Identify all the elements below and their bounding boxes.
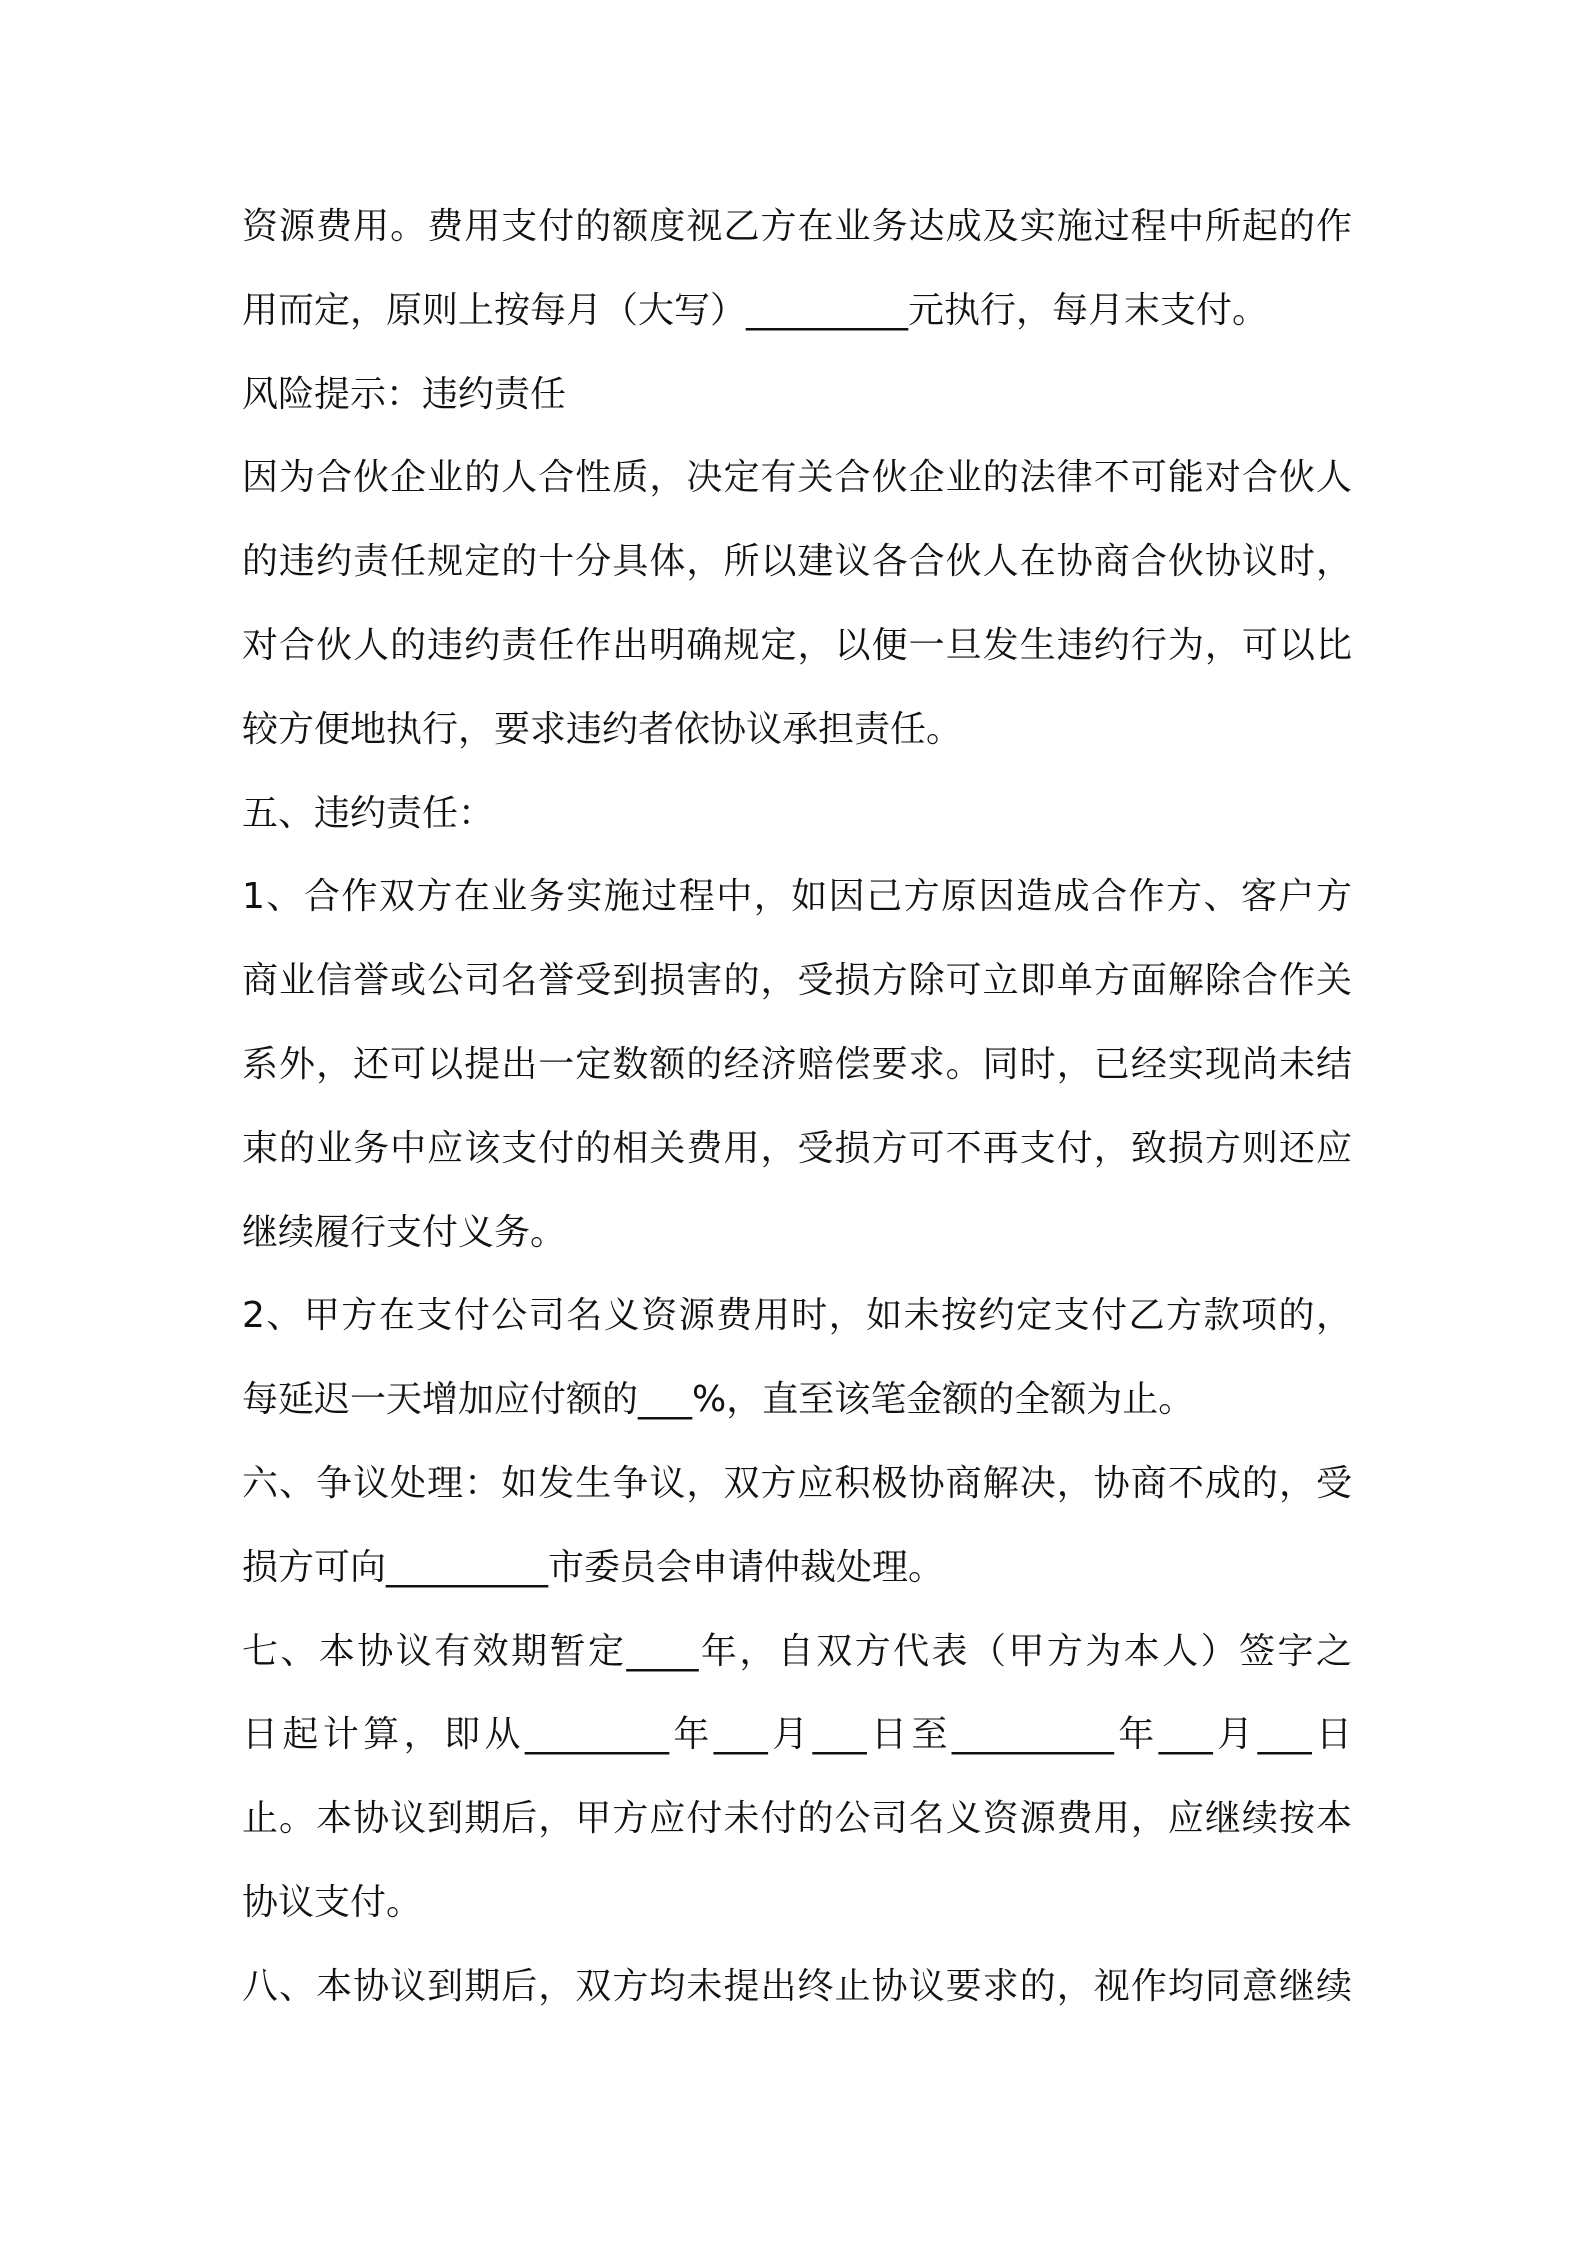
text-line: 因为合伙企业的人合性质，决定有关合伙企业的法律不可能对合伙人 xyxy=(242,457,1352,499)
text-line: 的违约责任规定的十分具体，所以建议各合伙人在协商合伙协议时， xyxy=(242,541,1352,583)
paragraph-section-seven xyxy=(242,1610,1352,1945)
text-line: 协议支付。 xyxy=(242,1881,423,1923)
text-line: 继续履行支付义务。 xyxy=(242,1211,567,1253)
paragraph-risk-note xyxy=(242,436,1352,771)
section-heading: 风险提示：违约责任 xyxy=(242,373,567,415)
text-line: 1、合作双方在业务实施过程中，如因己方原因造成合作方、客户方 xyxy=(242,876,1352,918)
text-line: 2、甲方在支付公司名义资源费用时，如未按约定支付乙方款项的， xyxy=(242,1295,1352,1337)
document-body xyxy=(242,185,1352,2029)
text-line: 对合伙人的违约责任作出明确规定，以便一旦发生违约行为，可以比 xyxy=(242,624,1352,666)
text-line: 每延迟一天增加应付额的___%，直至该笔金额的全额为止。 xyxy=(242,1379,1195,1421)
paragraph-risk-heading xyxy=(242,353,1352,437)
section-heading: 五、违约责任： xyxy=(242,792,495,834)
text-line: 用而定，原则上按每月（大写）_________元执行，每月末支付。 xyxy=(242,289,1269,331)
text-line: 日起计算，即从________年___月___日至_________年___月___日 xyxy=(242,1714,1352,1756)
paragraph-section-eight xyxy=(242,1945,1352,2029)
paragraph-clause-2 xyxy=(242,1274,1352,1442)
text-line: 资源费用。费用支付的额度视乙方在业务达成及实施过程中所起的作 xyxy=(242,206,1352,247)
paragraph-section-five-heading xyxy=(242,772,1352,856)
text-line: 七、本协议有效期暂定____年，自双方代表（甲方为本人）签字之 xyxy=(242,1630,1352,1672)
text-line: 六、争议处理：如发生争议，双方应积极协商解决，协商不成的，受 xyxy=(242,1462,1352,1504)
text-line: 商业信誉或公司名誉受到损害的，受损方除可立即单方面解除合作关 xyxy=(242,960,1352,1002)
text-line: 系外，还可以提出一定数额的经济赔偿要求。同时，已经实现尚未结 xyxy=(242,1043,1352,1085)
paragraph-clause-1 xyxy=(242,855,1352,1274)
paragraph-section-six xyxy=(242,1442,1352,1610)
text-line: 八、本协议到期后，双方均未提出终止协议要求的，视作均同意继续 xyxy=(242,1965,1352,2007)
text-line: 损方可向_________市委员会申请仲裁处理。 xyxy=(242,1546,945,1588)
text-line: 止。本协议到期后，甲方应付未付的公司名义资源费用，应继续按本 xyxy=(242,1798,1352,1840)
text-line: 束的业务中应该支付的相关费用，受损方可不再支付，致损方则还应 xyxy=(242,1127,1352,1169)
paragraph-fee-continuation xyxy=(242,185,1352,353)
text-line: 较方便地执行，要求违约者依协议承担责任。 xyxy=(242,708,963,750)
